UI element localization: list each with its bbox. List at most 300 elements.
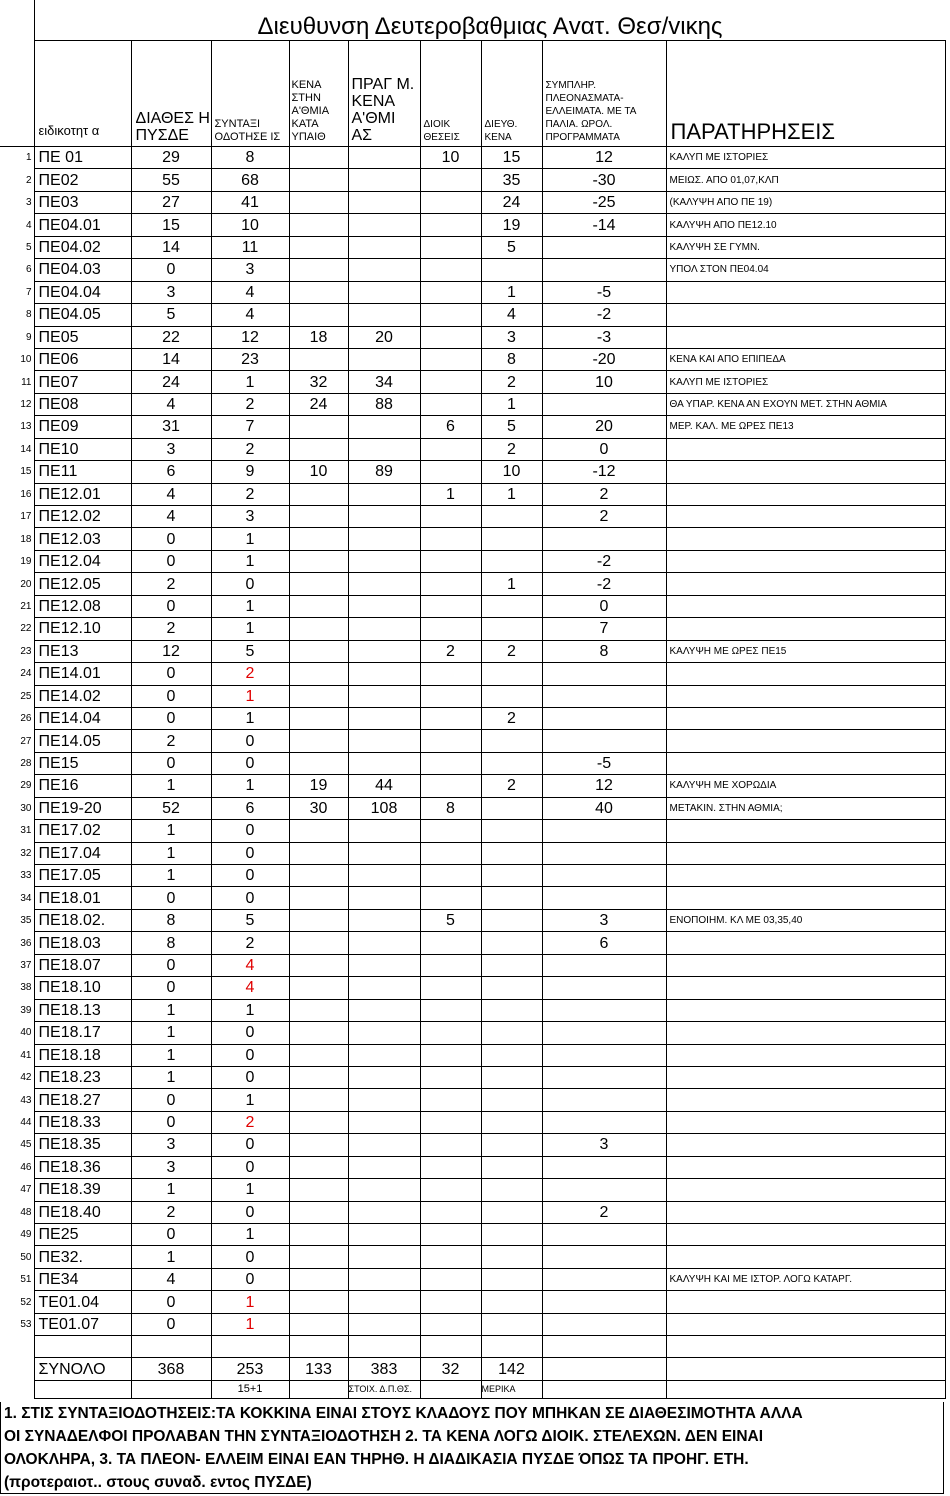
director-vacancies-cell bbox=[481, 1179, 542, 1201]
director-vacancies-cell: 1 bbox=[481, 573, 542, 595]
admin-positions-cell bbox=[420, 775, 481, 797]
retirements-cell: 1 bbox=[211, 1089, 289, 1111]
notes-cell bbox=[666, 483, 945, 505]
director-vacancies-cell bbox=[481, 595, 542, 617]
notes-cell: ΜΕΤΑΚΙΝ. ΣΤΗΝ ΑΘΜΙΑ; bbox=[666, 797, 945, 819]
available-cell: 0 bbox=[131, 887, 211, 909]
real-vacancies-cell bbox=[348, 304, 420, 326]
vacancies-primary-cell bbox=[289, 1201, 348, 1223]
real-vacancies-cell bbox=[348, 842, 420, 864]
vacancies-primary-cell bbox=[289, 820, 348, 842]
table-row bbox=[0, 775, 945, 797]
retirements-cell: 7 bbox=[211, 416, 289, 438]
surplus-cell bbox=[542, 393, 666, 415]
vacancies-primary-cell bbox=[289, 438, 348, 460]
footer-notes bbox=[0, 1402, 944, 1494]
admin-positions-cell bbox=[420, 1156, 481, 1178]
available-cell: 1 bbox=[131, 1179, 211, 1201]
surplus-cell: 12 bbox=[542, 147, 666, 169]
admin-positions-cell: 1 bbox=[420, 483, 481, 505]
director-vacancies-cell bbox=[481, 1313, 542, 1335]
admin-positions-cell bbox=[420, 730, 481, 752]
total-real-vacancies: 383 bbox=[348, 1358, 420, 1381]
available-cell: 1 bbox=[131, 842, 211, 864]
notes-cell bbox=[666, 1066, 945, 1088]
retirements-cell: 68 bbox=[211, 169, 289, 191]
admin-positions-cell: 2 bbox=[420, 640, 481, 662]
retirements-cell: 0 bbox=[211, 752, 289, 774]
retirements-cell: 2 bbox=[211, 1111, 289, 1133]
row-number: 13 bbox=[0, 416, 34, 438]
available-cell: 0 bbox=[131, 954, 211, 976]
table-row bbox=[0, 1066, 945, 1088]
vacancies-primary-cell bbox=[289, 281, 348, 303]
retirements-cell: 0 bbox=[211, 820, 289, 842]
vacancies-primary-cell bbox=[289, 304, 348, 326]
available-cell: 24 bbox=[131, 371, 211, 393]
empty-cell bbox=[0, 1336, 34, 1358]
subtotals-row bbox=[0, 1381, 945, 1399]
specialty-code: ΠΕ07 bbox=[34, 371, 131, 393]
director-vacancies-cell: 4 bbox=[481, 304, 542, 326]
total-vacancies-primary: 133 bbox=[289, 1358, 348, 1381]
retirements-cell: 0 bbox=[211, 887, 289, 909]
real-vacancies-cell bbox=[348, 1022, 420, 1044]
director-vacancies-cell: 2 bbox=[481, 640, 542, 662]
real-vacancies-cell bbox=[348, 1089, 420, 1111]
director-vacancies-cell bbox=[481, 1066, 542, 1088]
subtotal-retirements: 15+1 bbox=[211, 1381, 289, 1399]
specialty-code: ΠΕ04.04 bbox=[34, 281, 131, 303]
total-available: 368 bbox=[131, 1358, 211, 1381]
row-number: 30 bbox=[0, 797, 34, 819]
row-number: 6 bbox=[0, 259, 34, 281]
admin-positions-cell bbox=[420, 1044, 481, 1066]
director-vacancies-cell: 2 bbox=[481, 775, 542, 797]
specialty-code: ΠΕ17.04 bbox=[34, 842, 131, 864]
vacancies-primary-cell bbox=[289, 573, 348, 595]
surplus-cell bbox=[542, 1313, 666, 1335]
notes-cell: ΚΑΛΥΠ ΜΕ ΙΣΤΟΡΙΕΣ bbox=[666, 147, 945, 169]
header-specialty: ειδικοτητ α bbox=[34, 41, 131, 147]
real-vacancies-cell bbox=[348, 1201, 420, 1223]
available-cell: 3 bbox=[131, 438, 211, 460]
row-number: 15 bbox=[0, 461, 34, 483]
retirements-cell: 1 bbox=[211, 685, 289, 707]
available-cell: 0 bbox=[131, 685, 211, 707]
real-vacancies-cell bbox=[348, 1291, 420, 1313]
director-vacancies-cell bbox=[481, 1111, 542, 1133]
retirements-cell: 1 bbox=[211, 1291, 289, 1313]
real-vacancies-cell bbox=[348, 1066, 420, 1088]
director-vacancies-cell: 19 bbox=[481, 214, 542, 236]
notes-cell bbox=[666, 865, 945, 887]
director-vacancies-cell: 2 bbox=[481, 438, 542, 460]
row-number: 45 bbox=[0, 1134, 34, 1156]
notes-cell bbox=[666, 887, 945, 909]
admin-positions-cell bbox=[420, 954, 481, 976]
vacancies-primary-cell bbox=[289, 1291, 348, 1313]
row-number: 5 bbox=[0, 236, 34, 258]
director-vacancies-cell bbox=[481, 842, 542, 864]
table-row bbox=[0, 752, 945, 774]
surplus-cell: 10 bbox=[542, 371, 666, 393]
subtotal-director-vacancies: ΜΕΡΙΚΑ bbox=[481, 1381, 542, 1399]
notes-cell bbox=[666, 595, 945, 617]
row-number: 4 bbox=[0, 214, 34, 236]
real-vacancies-cell bbox=[348, 909, 420, 931]
available-cell: 52 bbox=[131, 797, 211, 819]
empty-cell bbox=[0, 1381, 34, 1399]
footer-line-4: (προτεραιοτ.. στους συναδ. εντος ΠΥΣΔΕ) bbox=[4, 1474, 312, 1491]
real-vacancies-cell bbox=[348, 1224, 420, 1246]
header-vacancies-primary: ΚΕΝΑ ΣΤΗΝ Α'ΘΜΙΑ ΚΑΤΑ ΥΠΑΙΘ bbox=[289, 41, 348, 147]
director-vacancies-cell bbox=[481, 999, 542, 1021]
row-number: 20 bbox=[0, 573, 34, 595]
notes-cell bbox=[666, 1156, 945, 1178]
notes-cell bbox=[666, 663, 945, 685]
row-number: 48 bbox=[0, 1201, 34, 1223]
surplus-cell bbox=[542, 1246, 666, 1268]
admin-positions-cell bbox=[420, 281, 481, 303]
available-cell: 1 bbox=[131, 1022, 211, 1044]
director-vacancies-cell: 1 bbox=[481, 281, 542, 303]
real-vacancies-cell bbox=[348, 1044, 420, 1066]
notes-cell bbox=[666, 528, 945, 550]
surplus-cell bbox=[542, 887, 666, 909]
director-vacancies-cell: 5 bbox=[481, 416, 542, 438]
director-vacancies-cell bbox=[481, 730, 542, 752]
row-number: 34 bbox=[0, 887, 34, 909]
row-number: 38 bbox=[0, 977, 34, 999]
director-vacancies-cell bbox=[481, 1044, 542, 1066]
surplus-cell: -5 bbox=[542, 281, 666, 303]
specialty-code: ΠΕ18.13 bbox=[34, 999, 131, 1021]
director-vacancies-cell: 8 bbox=[481, 348, 542, 370]
retirements-cell: 6 bbox=[211, 797, 289, 819]
real-vacancies-cell bbox=[348, 640, 420, 662]
specialty-code: ΠΕ12.10 bbox=[34, 618, 131, 640]
table-row bbox=[0, 416, 945, 438]
notes-cell bbox=[666, 977, 945, 999]
admin-positions-cell bbox=[420, 999, 481, 1021]
surplus-cell bbox=[542, 1224, 666, 1246]
vacancies-primary-cell bbox=[289, 954, 348, 976]
table-row bbox=[0, 820, 945, 842]
surplus-cell bbox=[542, 236, 666, 258]
row-number: 7 bbox=[0, 281, 34, 303]
specialty-code: ΠΕ12.02 bbox=[34, 506, 131, 528]
admin-positions-cell bbox=[420, 1313, 481, 1335]
table-row bbox=[0, 1179, 945, 1201]
notes-cell bbox=[666, 730, 945, 752]
vacancies-primary-cell bbox=[289, 1179, 348, 1201]
footer-line-3: ΟΛΟΚΛΗΡΑ, 3. ΤΑ ΠΛΕΟΝ- ΕΛΛΕΙΜ ΕΙΝΑΙ ΕΑΝ ΤΗΡΗΘ. Η ΔΙΑΔΙΚΑΣΙΑ ΠΥΣΔΕ ΌΠΩΣ ΤΑ ΠΡΟΗΓ. ΕΤΗ. bbox=[4, 1451, 749, 1468]
retirements-cell: 0 bbox=[211, 1022, 289, 1044]
header-admin-positions: ΔΙΟΙΚ ΘΕΣΕΙΣ bbox=[420, 41, 481, 147]
specialty-code: ΠΕ 01 bbox=[34, 147, 131, 169]
admin-positions-cell bbox=[420, 1201, 481, 1223]
table-row bbox=[0, 1246, 945, 1268]
retirements-cell: 1 bbox=[211, 775, 289, 797]
retirements-cell: 1 bbox=[211, 1313, 289, 1335]
notes-cell bbox=[666, 550, 945, 572]
director-vacancies-cell: 1 bbox=[481, 483, 542, 505]
table-row bbox=[0, 1156, 945, 1178]
row-number: 41 bbox=[0, 1044, 34, 1066]
row-number: 36 bbox=[0, 932, 34, 954]
admin-positions-cell bbox=[420, 438, 481, 460]
vacancies-primary-cell bbox=[289, 169, 348, 191]
available-cell: 0 bbox=[131, 663, 211, 685]
available-cell: 2 bbox=[131, 618, 211, 640]
empty-cell bbox=[542, 1358, 666, 1381]
specialty-code: ΠΕ18.07 bbox=[34, 954, 131, 976]
surplus-cell: 8 bbox=[542, 640, 666, 662]
vacancies-primary-cell bbox=[289, 663, 348, 685]
empty-cell bbox=[666, 1358, 945, 1381]
vacancies-primary-cell bbox=[289, 1134, 348, 1156]
admin-positions-cell bbox=[420, 1179, 481, 1201]
surplus-cell: 2 bbox=[542, 483, 666, 505]
available-cell: 1 bbox=[131, 820, 211, 842]
real-vacancies-cell bbox=[348, 438, 420, 460]
header-director-vacancies: ΔΙΕΥΘ. ΚΕΝΑ bbox=[481, 41, 542, 147]
surplus-cell bbox=[542, 977, 666, 999]
vacancies-primary-cell: 30 bbox=[289, 797, 348, 819]
retirements-cell: 11 bbox=[211, 236, 289, 258]
surplus-cell: 3 bbox=[542, 1134, 666, 1156]
real-vacancies-cell bbox=[348, 348, 420, 370]
table-row bbox=[0, 887, 945, 909]
specialty-code: ΠΕ13 bbox=[34, 640, 131, 662]
retirements-cell: 1 bbox=[211, 1224, 289, 1246]
admin-positions-cell bbox=[420, 932, 481, 954]
table-row bbox=[0, 685, 945, 707]
available-cell: 0 bbox=[131, 550, 211, 572]
real-vacancies-cell bbox=[348, 820, 420, 842]
vacancies-primary-cell bbox=[289, 932, 348, 954]
real-vacancies-cell bbox=[348, 416, 420, 438]
notes-cell bbox=[666, 999, 945, 1021]
vacancies-primary-cell bbox=[289, 887, 348, 909]
notes-cell bbox=[666, 1179, 945, 1201]
notes-cell: ΚΑΛΥΨΗ ΣΕ ΓΥΜΝ. bbox=[666, 236, 945, 258]
real-vacancies-cell bbox=[348, 618, 420, 640]
specialty-code: ΠΕ04.02 bbox=[34, 236, 131, 258]
admin-positions-cell: 5 bbox=[420, 909, 481, 931]
available-cell: 0 bbox=[131, 1111, 211, 1133]
header-notes: ΠΑΡΑΤΗΡΗΣΕΙΣ bbox=[666, 41, 945, 147]
available-cell: 14 bbox=[131, 348, 211, 370]
totals-row bbox=[0, 1358, 945, 1381]
director-vacancies-cell: 15 bbox=[481, 147, 542, 169]
empty-cell bbox=[420, 1381, 481, 1399]
specialty-code: ΠΕ18.23 bbox=[34, 1066, 131, 1088]
notes-cell: ΚΑΛΥΨΗ ΚΑΙ ΜΕ ΙΣΤΟΡ. ΛΟΓΩ ΚΑΤΑΡΓ. bbox=[666, 1268, 945, 1290]
specialty-code: ΠΕ25 bbox=[34, 1224, 131, 1246]
total-director-vacancies: 142 bbox=[481, 1358, 542, 1381]
real-vacancies-cell bbox=[348, 169, 420, 191]
staffing-table bbox=[0, 40, 946, 1399]
retirements-cell: 0 bbox=[211, 1134, 289, 1156]
row-number: 51 bbox=[0, 1268, 34, 1290]
admin-positions-cell bbox=[420, 371, 481, 393]
real-vacancies-cell bbox=[348, 1156, 420, 1178]
table-row bbox=[0, 1201, 945, 1223]
empty-cell bbox=[542, 1336, 666, 1358]
row-number: 14 bbox=[0, 438, 34, 460]
director-vacancies-cell bbox=[481, 752, 542, 774]
retirements-cell: 5 bbox=[211, 909, 289, 931]
specialty-code: ΠΕ18.17 bbox=[34, 1022, 131, 1044]
real-vacancies-cell: 44 bbox=[348, 775, 420, 797]
retirements-cell: 2 bbox=[211, 483, 289, 505]
admin-positions-cell bbox=[420, 820, 481, 842]
surplus-cell: -14 bbox=[542, 214, 666, 236]
table-row bbox=[0, 281, 945, 303]
specialty-code: ΠΕ18.10 bbox=[34, 977, 131, 999]
row-number: 3 bbox=[0, 191, 34, 213]
vacancies-primary-cell bbox=[289, 1022, 348, 1044]
row-number: 52 bbox=[0, 1291, 34, 1313]
table-row bbox=[0, 438, 945, 460]
notes-cell bbox=[666, 573, 945, 595]
admin-positions-cell: 6 bbox=[420, 416, 481, 438]
retirements-cell: 0 bbox=[211, 730, 289, 752]
admin-positions-cell bbox=[420, 573, 481, 595]
table-row bbox=[0, 1089, 945, 1111]
director-vacancies-cell bbox=[481, 528, 542, 550]
admin-positions-cell bbox=[420, 304, 481, 326]
surplus-cell: -12 bbox=[542, 461, 666, 483]
table-row bbox=[0, 1111, 945, 1133]
director-vacancies-cell bbox=[481, 797, 542, 819]
specialty-code: ΠΕ18.39 bbox=[34, 1179, 131, 1201]
specialty-code: ΠΕ17.05 bbox=[34, 865, 131, 887]
available-cell: 6 bbox=[131, 461, 211, 483]
vacancies-primary-cell bbox=[289, 147, 348, 169]
vacancies-primary-cell bbox=[289, 416, 348, 438]
director-vacancies-cell bbox=[481, 1224, 542, 1246]
available-cell: 0 bbox=[131, 752, 211, 774]
retirements-cell: 0 bbox=[211, 1268, 289, 1290]
notes-cell bbox=[666, 1246, 945, 1268]
admin-positions-cell bbox=[420, 1246, 481, 1268]
specialty-code: ΠΕ08 bbox=[34, 393, 131, 415]
retirements-cell: 4 bbox=[211, 304, 289, 326]
table-row bbox=[0, 1268, 945, 1290]
header-available: ΔΙΑΘΕΣ Η ΠΥΣΔΕ bbox=[131, 41, 211, 147]
subtotal-real-vacancies-source: ΣΤΟΙΧ. Δ.Π.ΘΣ. bbox=[348, 1381, 420, 1399]
specialty-code: ΠΕ15 bbox=[34, 752, 131, 774]
specialty-code: ΠΕ04.03 bbox=[34, 259, 131, 281]
admin-positions-cell bbox=[420, 685, 481, 707]
admin-positions-cell bbox=[420, 1089, 481, 1111]
vacancies-primary-cell bbox=[289, 595, 348, 617]
specialty-code: ΠΕ14.04 bbox=[34, 707, 131, 729]
director-vacancies-cell bbox=[481, 932, 542, 954]
retirements-cell: 23 bbox=[211, 348, 289, 370]
retirements-cell: 0 bbox=[211, 865, 289, 887]
real-vacancies-cell bbox=[348, 685, 420, 707]
specialty-code: ΠΕ17.02 bbox=[34, 820, 131, 842]
table-row bbox=[0, 797, 945, 819]
retirements-cell: 8 bbox=[211, 147, 289, 169]
surplus-cell bbox=[542, 842, 666, 864]
real-vacancies-cell bbox=[348, 730, 420, 752]
admin-positions-cell bbox=[420, 977, 481, 999]
retirements-cell: 10 bbox=[211, 214, 289, 236]
specialty-code: ΠΕ12.08 bbox=[34, 595, 131, 617]
available-cell: 1 bbox=[131, 999, 211, 1021]
admin-positions-cell bbox=[420, 393, 481, 415]
row-number: 17 bbox=[0, 506, 34, 528]
admin-positions-cell bbox=[420, 528, 481, 550]
surplus-cell bbox=[542, 1156, 666, 1178]
available-cell: 3 bbox=[131, 1156, 211, 1178]
real-vacancies-cell bbox=[348, 1246, 420, 1268]
admin-positions-cell bbox=[420, 1111, 481, 1133]
available-cell: 0 bbox=[131, 977, 211, 999]
vacancies-primary-cell: 18 bbox=[289, 326, 348, 348]
vacancies-primary-cell bbox=[289, 1246, 348, 1268]
notes-cell bbox=[666, 438, 945, 460]
specialty-code: ΠΕ18.40 bbox=[34, 1201, 131, 1223]
row-number: 46 bbox=[0, 1156, 34, 1178]
available-cell: 4 bbox=[131, 506, 211, 528]
retirements-cell: 3 bbox=[211, 506, 289, 528]
admin-positions-cell bbox=[420, 1022, 481, 1044]
surplus-cell bbox=[542, 1268, 666, 1290]
specialty-code: ΠΕ32. bbox=[34, 1246, 131, 1268]
vacancies-primary-cell: 10 bbox=[289, 461, 348, 483]
retirements-cell: 9 bbox=[211, 461, 289, 483]
director-vacancies-cell bbox=[481, 1291, 542, 1313]
director-vacancies-cell: 10 bbox=[481, 461, 542, 483]
notes-cell: ΘΑ ΥΠΑΡ. ΚΕΝΑ ΑΝ ΕΧΟΥΝ ΜΕΤ. ΣΤΗΝ ΑΘΜΙΑ bbox=[666, 393, 945, 415]
header-surplus: ΣΥΜΠΛΗΡ. ΠΛΕΟΝΑΣΜΑΤΑ- ΕΛΛΕΙΜΑΤΑ. ΜΕ ΤΑ ΠΑΛΙΑ. ΩΡΟΛ. ΠΡΟΓΡΑΜΜΑΤΑ bbox=[542, 41, 666, 147]
surplus-cell bbox=[542, 1111, 666, 1133]
director-vacancies-cell bbox=[481, 1022, 542, 1044]
notes-cell bbox=[666, 1134, 945, 1156]
vacancies-primary-cell bbox=[289, 1224, 348, 1246]
surplus-cell: 12 bbox=[542, 775, 666, 797]
row-number: 8 bbox=[0, 304, 34, 326]
vacancies-primary-cell bbox=[289, 707, 348, 729]
available-cell: 0 bbox=[131, 1089, 211, 1111]
surplus-cell bbox=[542, 1044, 666, 1066]
footer-line-2: ΟΙ ΣΥΝΑΔΕΛΦΟΙ ΠΡΟΛΑΒΑΝ ΤΗΝ ΣΥΝΤΑΞΙΟΔΟΤΗΣΗ 2. ΤΑ ΚΕΝΑ ΛΟΓΩ ΔΙΟΙΚ. ΣΤΕΛΕΧΩΝ. ΔΕΝ ΕΙΝΑΙ bbox=[4, 1428, 764, 1445]
row-number: 28 bbox=[0, 752, 34, 774]
row-number: 24 bbox=[0, 663, 34, 685]
notes-cell: (ΚΑΛΥΨΗ ΑΠΟ ΠΕ 19) bbox=[666, 191, 945, 213]
director-vacancies-cell bbox=[481, 1246, 542, 1268]
notes-cell bbox=[666, 326, 945, 348]
surplus-cell: -30 bbox=[542, 169, 666, 191]
retirements-cell: 1 bbox=[211, 618, 289, 640]
empty-cell bbox=[34, 1381, 131, 1399]
surplus-cell bbox=[542, 663, 666, 685]
admin-positions-cell bbox=[420, 461, 481, 483]
admin-positions-cell bbox=[420, 169, 481, 191]
table-row bbox=[0, 214, 945, 236]
admin-positions-cell bbox=[420, 214, 481, 236]
notes-cell bbox=[666, 954, 945, 976]
specialty-code: ΠΕ12.04 bbox=[34, 550, 131, 572]
specialty-code: ΠΕ14.02 bbox=[34, 685, 131, 707]
retirements-cell: 0 bbox=[211, 1201, 289, 1223]
